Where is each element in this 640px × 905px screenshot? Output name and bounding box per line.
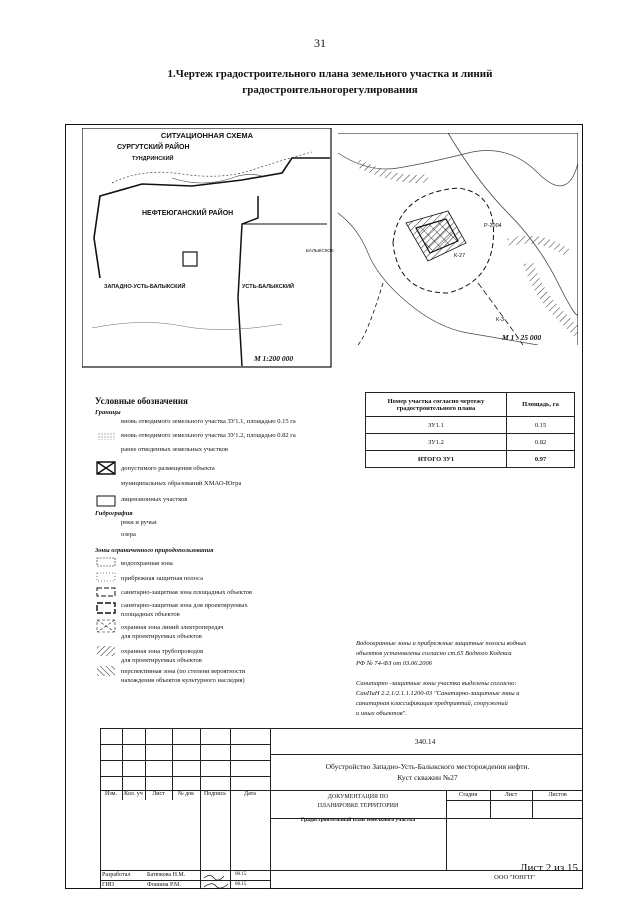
label-k27: К-27 [454,253,466,259]
legend-borders-heading: Границы [95,409,121,416]
detail-map-svg [338,133,578,345]
note1-line3: РФ № 74-ФЗ от 03.06.2006 [356,660,432,667]
legend-sanitary-proj-a: санитарно-защитная зона для проектируемых [121,602,248,609]
table-row [366,434,575,451]
stamp-doc-line1: ДОКУМЕНТАЦИЯ ПО [327,794,389,800]
legend-allowed: допустимого размещения объекта [121,465,215,472]
sheet-footer: Лист 2 из 15 [520,862,579,874]
situational-scale: М 1:200 000 [254,354,294,363]
stamp-sheet-title: Градостроительный план земельного участка [300,817,416,823]
stamp-dev-role: Разработал [102,872,131,878]
field-ust-balyk: УСТЬ-БАЛЫКСКИЙ [242,284,294,290]
legend-zu2: вновь отводимого земельного участка ЗУ1.2, площадью 0.82 га [121,432,296,439]
table-total-label: ИТОГО ЗУ1 [366,451,507,468]
note1-line1: Водоохранные зоны и прибрежные защитные полосы водных [356,640,527,647]
signatures [202,871,230,889]
stamp-code: 340.14 [414,737,436,746]
legend-sanitary-zone: санитарно-защитная зона площадных объектов [121,589,252,596]
legend-lakes: озера [121,531,136,538]
table-cell-id: ЗУ1.2 [366,434,507,451]
stamp-stage-label: Стадия [458,792,478,798]
field-west-ust-balyk: ЗАПАДНО-УСТЬ-БАЛЫКСКИЙ [104,284,186,290]
legend-power-a: охранная зона линий электропередач [121,624,224,631]
drawing-title-line1: 1.Чертеж градостроительного плана земельного участка и линий [167,68,493,80]
stamp-sheet-label: Лист [504,792,518,798]
stamp-col-kol: Кол. уч [124,791,143,797]
situational-scheme [82,128,332,368]
legend-water-zone: водоохранная зона [121,560,173,567]
legend-rivers: реки и ручьи [121,519,157,526]
table-row [366,417,575,434]
stamp-org: ООО "ЮНГП" [494,874,535,881]
legend-coastal-zone: прибрежная защитная полоса [121,575,204,582]
area-table [365,392,575,468]
stamp-project-line1: Обустройство Западно-Усть-Балыкского месторождения нефти. [325,762,530,771]
legend-power-b: для проектируемых объектов [121,633,202,640]
table-total-row [366,451,575,468]
district-nefteyugansk: НЕФТЕЮГАНСКИЙ РАЙОН [142,210,234,217]
table-cell-id: ЗУ1.1 [366,417,507,434]
legend-license: лицензионных участков [121,496,188,503]
legend-pipe-a: охранная зона трубопроводов [121,648,204,655]
legend-culture-a: перспективная зона (по степени вероятности [121,668,246,675]
stamp-col-izm: Изм. [105,791,117,797]
table-cell-area: 0.82 [507,434,575,451]
drawing-title-line2: градостроительногорегулирования [242,84,418,96]
stamp-col-date: Дата [244,791,256,797]
note2-line4: и иных объектов". [356,710,407,717]
note2-line1: Санитарно -защитные зоны участка выделены согласно: [356,680,517,687]
label-k3: К-3 [496,317,505,323]
stamp-col-list: Лист [152,791,165,797]
table-cell-area: 0.15 [507,417,575,434]
side-label-balykskoe: БАЛЫКСКОЕ [306,248,334,253]
situational-map-svg [82,128,332,368]
title-block [100,728,583,889]
legend-municipal: муниципальных образований ХМАО-Югра [121,480,242,487]
legend-zu1: вновь отводимого земельного участка ЗУ1.1, площадью 0.15 га [121,418,296,425]
stamp-gip-role: ГИП [102,882,115,888]
legend-culture-b: нахождения объектов культурного наследия) [121,677,245,684]
table-header-area: Площадь, га [507,393,575,417]
legend-sanitary-proj-b: площадных объектов [121,611,180,618]
table-total-area: 0.97 [507,451,575,468]
detail-scale: М 1 : 25 000 [502,333,542,342]
district-surgut: СУРГУТСКИЙ РАЙОН [117,144,190,151]
stamp-col-doc: № док [177,791,195,797]
legend-pipe-b: для проектируемых объектов [121,657,202,664]
legend-hydro-heading: Гидрография [95,510,133,517]
label-r2004: Р-2004 [484,223,502,229]
detail-map [338,133,578,345]
stamp-sheets-label: Листов [548,792,567,798]
stamp-doc-line2: ПЛАНИРОВКЕ ТЕРРИТОРИИ [317,803,399,809]
stamp-dev-name: Батюкова Н.М. [147,872,186,878]
note2-line3: санитарная классификация предприятий, сооружений [356,700,508,707]
stamp-col-sign: Подпись [203,791,227,797]
district-tundrinsky: ТУНДРИНСКИЙ [132,156,174,162]
situational-heading: СИТУАЦИОННАЯ СХЕМА [160,131,254,140]
legend-zones-heading: Зоны ограниченного природопользования [95,547,214,554]
note1-line2: объектов установлены согласно ст.65 Водного Кодекса [356,650,512,657]
legend-heading: Условные обозначения [95,396,188,406]
stamp-dev-date: 08.15 [235,872,247,877]
legend-symbols [95,418,119,703]
page-number: 31 [314,36,326,50]
legend-earlier: ранее отведенных земельных участков [121,446,228,453]
stamp-gip-date: 08.15 [235,882,247,887]
table-header-number: Номер участка согласно чертежу градостроительного плана [366,393,507,417]
note2-line2: СанПиН 2.2.1/2.1.1.1200-03 "Санитарно-защитные зоны и [356,690,520,697]
stamp-gip-name: Фошина Р.М. [147,882,181,888]
stamp-project-line2: Куст скважин №27 [397,773,458,782]
